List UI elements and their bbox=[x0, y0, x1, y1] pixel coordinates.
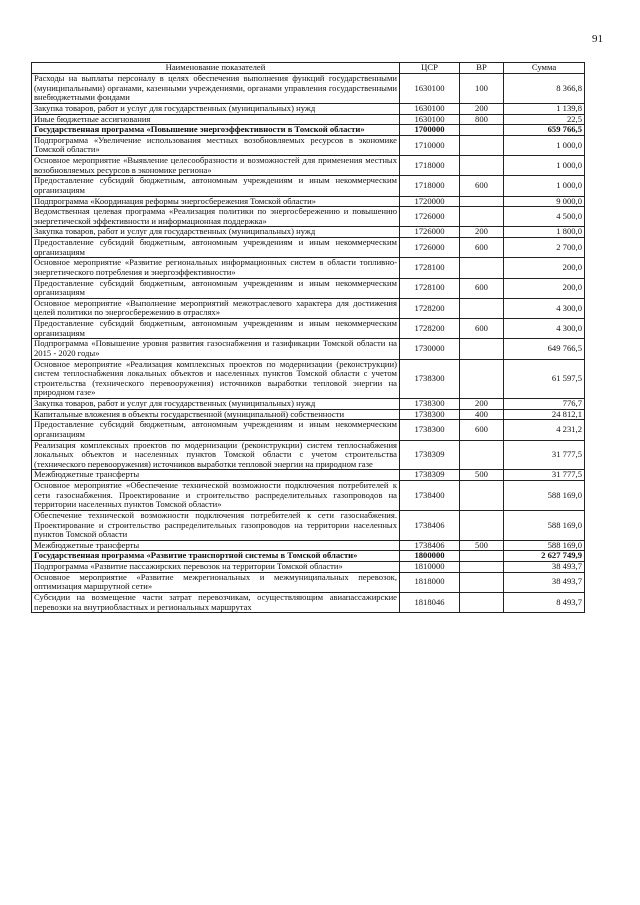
row-sum-cell: 8 366,8 bbox=[504, 74, 585, 104]
table-row bbox=[32, 470, 585, 481]
row-csr-cell: 1700000 bbox=[400, 125, 460, 136]
row-vr-cell bbox=[460, 125, 504, 136]
row-csr-cell: 1726000 bbox=[400, 227, 460, 238]
row-csr-cell: 1730000 bbox=[400, 339, 460, 359]
row-vr-cell: 500 bbox=[460, 540, 504, 551]
row-vr-cell: 600 bbox=[460, 278, 504, 298]
table-row bbox=[32, 510, 585, 540]
row-vr-cell: 200 bbox=[460, 399, 504, 410]
header-sum: Сумма bbox=[504, 63, 585, 74]
table-row bbox=[32, 135, 585, 155]
row-sum-cell: 38 493,7 bbox=[504, 572, 585, 592]
row-csr-cell: 1738300 bbox=[400, 409, 460, 420]
row-name-cell: Иные бюджетные ассигнования bbox=[32, 114, 400, 125]
row-name-cell: Подпрограмма «Координация реформы энергосбережения Томской области» bbox=[32, 196, 400, 207]
row-vr-cell bbox=[460, 572, 504, 592]
row-name-cell: Основное мероприятие «Реализация комплексных проектов по модернизации (реконструкции) систем теплоснабжения локальных объектов и населенных пунктов Томской области с учетом строительства (технического перевооружения) источников выработки тепловой энергии на природном газе» bbox=[32, 359, 400, 399]
row-sum-cell: 8 493,7 bbox=[504, 592, 585, 612]
row-csr-cell: 1738400 bbox=[400, 481, 460, 511]
row-sum-cell: 2 627 749,9 bbox=[504, 551, 585, 562]
row-name-cell: Подпрограмма «Повышение уровня развития газоснабжения и газификации Томской области на 2015 - 2020 годы» bbox=[32, 339, 400, 359]
table-row bbox=[32, 238, 585, 258]
row-vr-cell: 200 bbox=[460, 227, 504, 238]
row-name-cell: Основное мероприятие «Выполнение мероприятий межотраслевого характера для достижения целей политики по энергосбережению в отраслях» bbox=[32, 298, 400, 318]
row-sum-cell: 1 000,0 bbox=[504, 135, 585, 155]
row-name-cell: Закупка товаров, работ и услуг для государственных (муниципальных) нужд bbox=[32, 103, 400, 114]
row-csr-cell: 1718000 bbox=[400, 156, 460, 176]
row-csr-cell: 1738300 bbox=[400, 359, 460, 399]
row-vr-cell: 800 bbox=[460, 114, 504, 125]
row-sum-cell: 1 000,0 bbox=[504, 176, 585, 196]
row-vr-cell bbox=[460, 551, 504, 562]
row-sum-cell: 588 169,0 bbox=[504, 540, 585, 551]
table-row bbox=[32, 551, 585, 562]
table-row bbox=[32, 74, 585, 104]
row-sum-cell: 31 777,5 bbox=[504, 470, 585, 481]
table-row bbox=[32, 319, 585, 339]
row-csr-cell: 1738406 bbox=[400, 540, 460, 551]
row-name-cell: Ведомственная целевая программа «Реализация политики по энергосбережению и повышению энергетической эффективности и информационная поддержка» bbox=[32, 207, 400, 227]
row-name-cell: Основное мероприятие «Развитие региональных информационных систем в области топливно-энергетического потребления и энергоэффективности» bbox=[32, 258, 400, 278]
row-sum-cell: 22,5 bbox=[504, 114, 585, 125]
row-vr-cell bbox=[460, 258, 504, 278]
row-name-cell: Расходы на выплаты персоналу в целях обеспечения выполнения функций государственными (муниципальными) органами, казенными учреждениями, органами управления государственными внебюджетными фондами bbox=[32, 74, 400, 104]
row-name-cell: Межбюджетные трансферты bbox=[32, 470, 400, 481]
row-csr-cell: 1728200 bbox=[400, 298, 460, 318]
row-vr-cell bbox=[460, 156, 504, 176]
table-row bbox=[32, 227, 585, 238]
header-name: Наименование показателей bbox=[32, 63, 400, 74]
row-sum-cell: 31 777,5 bbox=[504, 440, 585, 470]
table-row bbox=[32, 399, 585, 410]
row-sum-cell: 2 700,0 bbox=[504, 238, 585, 258]
row-name-cell: Подпрограмма «Увеличение использования местных возобновляемых ресурсов в экономике Томской области» bbox=[32, 135, 400, 155]
row-csr-cell: 1738406 bbox=[400, 510, 460, 540]
row-vr-cell: 400 bbox=[460, 409, 504, 420]
row-csr-cell: 1728200 bbox=[400, 319, 460, 339]
row-sum-cell: 1 139,8 bbox=[504, 103, 585, 114]
row-csr-cell: 1726000 bbox=[400, 207, 460, 227]
row-name-cell: Основное мероприятие «Обеспечение технической возможности подключения потребителей к сети газоснабжения. Проектирование и строительство распределительных газопроводов на территории населенных пунктов Томской области» bbox=[32, 481, 400, 511]
row-csr-cell: 1810000 bbox=[400, 562, 460, 573]
row-name-cell: Обеспечение технической возможности подключения потребителей к сети газоснабжения. Проектирование и строительство распределительных газопроводов на территории населенных пунктов Томской области bbox=[32, 510, 400, 540]
row-sum-cell: 4 500,0 bbox=[504, 207, 585, 227]
row-csr-cell: 1818046 bbox=[400, 592, 460, 612]
row-vr-cell: 600 bbox=[460, 176, 504, 196]
row-sum-cell: 4 300,0 bbox=[504, 298, 585, 318]
row-csr-cell: 1738300 bbox=[400, 420, 460, 440]
table-row bbox=[32, 592, 585, 612]
row-csr-cell: 1710000 bbox=[400, 135, 460, 155]
row-sum-cell: 38 493,7 bbox=[504, 562, 585, 573]
row-name-cell: Предоставление субсидий бюджетным, автономным учреждениям и иным некоммерческим организациям bbox=[32, 420, 400, 440]
table-row bbox=[32, 156, 585, 176]
row-name-cell: Основное мероприятие «Развитие межрегиональных и межмуниципальных перевозок, оптимизация маршрутной сети» bbox=[32, 572, 400, 592]
row-name-cell: Межбюджетные трансферты bbox=[32, 540, 400, 551]
row-sum-cell: 659 766,5 bbox=[504, 125, 585, 136]
table-header-row bbox=[32, 63, 585, 74]
row-sum-cell: 1 800,0 bbox=[504, 227, 585, 238]
row-sum-cell: 200,0 bbox=[504, 258, 585, 278]
row-name-cell: Закупка товаров, работ и услуг для государственных (муниципальных) нужд bbox=[32, 227, 400, 238]
row-sum-cell: 588 169,0 bbox=[504, 510, 585, 540]
table-row bbox=[32, 298, 585, 318]
row-sum-cell: 776,7 bbox=[504, 399, 585, 410]
row-vr-cell bbox=[460, 135, 504, 155]
row-vr-cell bbox=[460, 359, 504, 399]
table-row bbox=[32, 359, 585, 399]
row-vr-cell: 500 bbox=[460, 470, 504, 481]
row-csr-cell: 1738309 bbox=[400, 470, 460, 481]
table-row bbox=[32, 103, 585, 114]
row-name-cell: Субсидии на возмещение части затрат перевозчикам, осуществляющим авиапассажирские перевозки на внутриобластных и региональных маршрутах bbox=[32, 592, 400, 612]
row-name-cell: Предоставление субсидий бюджетным, автономным учреждениям и иным некоммерческим организациям bbox=[32, 238, 400, 258]
table-row bbox=[32, 207, 585, 227]
row-name-cell: Предоставление субсидий бюджетным, автономным учреждениям и иным некоммерческим организациям bbox=[32, 319, 400, 339]
row-name-cell: Предоставление субсидий бюджетным, автономным учреждениям и иным некоммерческим организациям bbox=[32, 176, 400, 196]
row-vr-cell bbox=[460, 207, 504, 227]
table-row bbox=[32, 481, 585, 511]
row-vr-cell bbox=[460, 339, 504, 359]
row-csr-cell: 1720000 bbox=[400, 196, 460, 207]
row-name-cell: Основное мероприятие «Выявление целесообразности и возможностей для применения местных возобновляемых ресурсов в экономике региона» bbox=[32, 156, 400, 176]
table-row bbox=[32, 572, 585, 592]
row-csr-cell: 1718000 bbox=[400, 176, 460, 196]
row-vr-cell: 100 bbox=[460, 74, 504, 104]
page-number: 91 bbox=[592, 33, 603, 45]
table-row bbox=[32, 125, 585, 136]
row-name-cell: Капитальные вложения в объекты государственной (муниципальной) собственности bbox=[32, 409, 400, 420]
row-name-cell: Реализация комплексных проектов по модернизации (реконструкции) систем теплоснабжения локальных объектов и населенных пунктов Томской области с учетом строительства (технического перевооружения) источников выработки тепловой энергии на природном газе bbox=[32, 440, 400, 470]
table-row bbox=[32, 440, 585, 470]
row-vr-cell bbox=[460, 196, 504, 207]
row-sum-cell: 24 812,1 bbox=[504, 409, 585, 420]
row-vr-cell bbox=[460, 562, 504, 573]
row-vr-cell: 600 bbox=[460, 238, 504, 258]
row-csr-cell: 1800000 bbox=[400, 551, 460, 562]
row-csr-cell: 1738300 bbox=[400, 399, 460, 410]
table-row bbox=[32, 196, 585, 207]
table-row bbox=[32, 339, 585, 359]
row-vr-cell bbox=[460, 592, 504, 612]
row-vr-cell: 200 bbox=[460, 103, 504, 114]
table-row bbox=[32, 409, 585, 420]
header-csr: ЦСР bbox=[400, 63, 460, 74]
row-sum-cell: 200,0 bbox=[504, 278, 585, 298]
row-csr-cell: 1728100 bbox=[400, 278, 460, 298]
row-csr-cell: 1738309 bbox=[400, 440, 460, 470]
row-name-cell: Государственная программа «Повышение энергоэффективности в Томской области» bbox=[32, 125, 400, 136]
row-csr-cell: 1630100 bbox=[400, 114, 460, 125]
row-vr-cell: 600 bbox=[460, 420, 504, 440]
row-name-cell: Предоставление субсидий бюджетным, автономным учреждениям и иным некоммерческим организациям bbox=[32, 278, 400, 298]
row-vr-cell bbox=[460, 440, 504, 470]
row-name-cell: Государственная программа «Развитие транспортной системы в Томской области» bbox=[32, 551, 400, 562]
row-csr-cell: 1726000 bbox=[400, 238, 460, 258]
table-row bbox=[32, 258, 585, 278]
header-vr: ВР bbox=[460, 63, 504, 74]
row-sum-cell: 649 766,5 bbox=[504, 339, 585, 359]
row-csr-cell: 1630100 bbox=[400, 74, 460, 104]
table-row bbox=[32, 114, 585, 125]
row-sum-cell: 1 000,0 bbox=[504, 156, 585, 176]
table-row bbox=[32, 420, 585, 440]
budget-table bbox=[31, 62, 585, 613]
row-vr-cell bbox=[460, 510, 504, 540]
row-sum-cell: 61 597,5 bbox=[504, 359, 585, 399]
row-vr-cell bbox=[460, 481, 504, 511]
row-csr-cell: 1728100 bbox=[400, 258, 460, 278]
row-sum-cell: 9 000,0 bbox=[504, 196, 585, 207]
table-row bbox=[32, 176, 585, 196]
row-name-cell: Закупка товаров, работ и услуг для государственных (муниципальных) нужд bbox=[32, 399, 400, 410]
row-sum-cell: 588 169,0 bbox=[504, 481, 585, 511]
row-name-cell: Подпрограмма «Развитие пассажирских перевозок на территории Томской области» bbox=[32, 562, 400, 573]
row-sum-cell: 4 231,2 bbox=[504, 420, 585, 440]
row-vr-cell: 600 bbox=[460, 319, 504, 339]
table-row bbox=[32, 540, 585, 551]
row-vr-cell bbox=[460, 298, 504, 318]
row-sum-cell: 4 300,0 bbox=[504, 319, 585, 339]
row-csr-cell: 1630100 bbox=[400, 103, 460, 114]
table-row bbox=[32, 562, 585, 573]
row-csr-cell: 1818000 bbox=[400, 572, 460, 592]
table-row bbox=[32, 278, 585, 298]
